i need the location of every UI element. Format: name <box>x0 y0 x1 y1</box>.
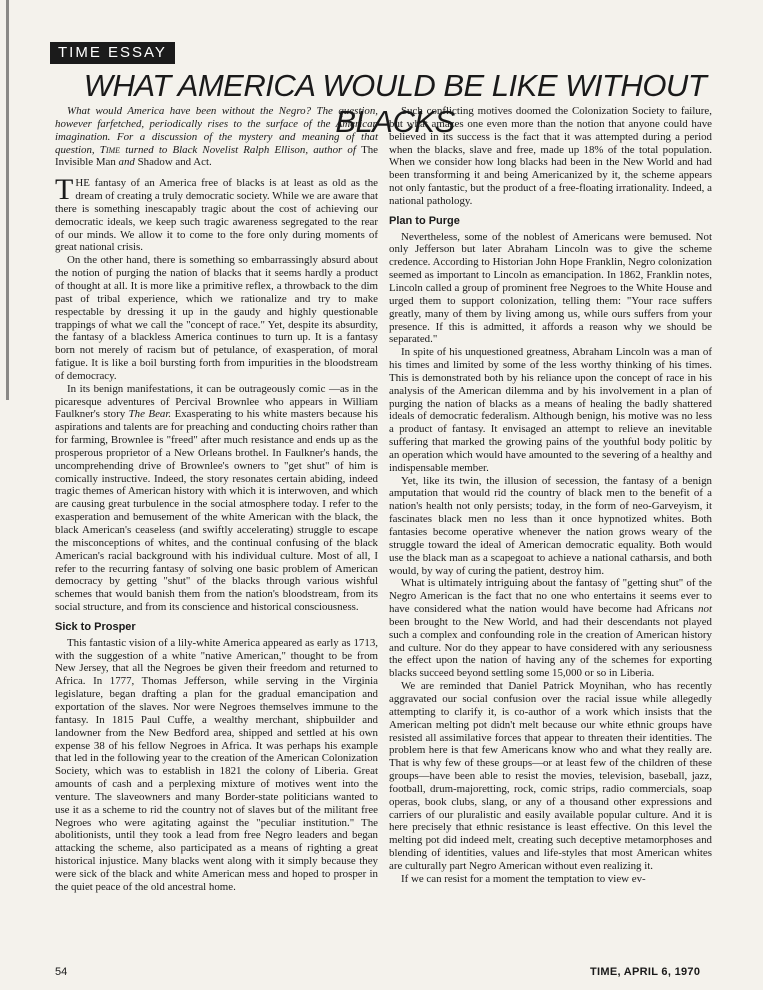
right-column <box>389 105 712 886</box>
page-number: 54 <box>55 966 68 978</box>
paragraph-10: We are reminded that Daniel Patrick Moynihan, who has recently aggravated our social confusion over the racial issue while allegedly attempting to clarify it, is co-author of a work which insists that the American melting pot didn't melt because our white ethnic groups have resisted all assimilative forces that appear to threaten their identities. The problem here is that few Americans know who and what they really are. That is why few of these groups—or at least few of the children of these groups—have been able to resist the movies, television, baseball, jazz, football, drum-majoretting, rock, comic strips, radio commercials, soap operas, book clubs, slang, or any of a thousand other expressions and carriers of our pluralistic and easily available popular culture. And it is here precisely that ethnic resistance is least effective. On this level the melting pot did indeed melt, creating such deceptive metamorphoses and blending of identities, values and life-styles that most American whites are culturally part Negro American without even realizing it. <box>389 680 712 872</box>
paragraph-4: This fantastic vision of a lily-white America appeared as early as 1713, with the suggestion of a white "native American," thought to be from New Jersey, that all the Negroes be given their freedom and returned to Africa. In 1777, Thomas Jefferson, while serving in the Virginia legislature, began drafting a plan for the gradual emancipation and exportation of the slaves. Nor were Negroes themselves immune to the fantasy. In 1815 Paul Cuffe, a wealthy merchant, shipbuilder and landowner from the New Bedford area, shipped and settled at his own expense 38 of his fellow Negroes in Africa. It was perhaps his example that led in the following year to the creation of the American Colonization Society, which was to establish in 1821 the colony of Liberia. Great amounts of cash and a perplexing mixture of motives went into the venture. The slaveowners and many Border-state politicians wanted to use it as a scheme to rid the country not of slaves but of the militant free Negroes who were agitating against the "peculiar institution." The abolitionists, until they took a lead from free Negro leaders and began attacking the scheme, also participated as a means of righting a great historical injustice. Many blacks went along with it simply because they were sick of the black and white American mess and hoped to prosper in the quiet peace of the old ancestral home. <box>55 636 378 893</box>
section-label: TIME ESSAY <box>50 42 175 64</box>
paragraph-8: Yet, like its twin, the illusion of secession, the fantasy of a benign amputation that would rid the country of black men to the benefit of a nation's health not only persists; today, in the form of neo-Garveyism, it fascinates black men no less than it once hypnotized whites. Both fantasies become operative whenever the nation grows weary of the struggle toward the ideal of American democratic equality. Both would use the black man as a scapegoat to achieve a national catharsis, and both would, by way of curing the patient, destroy him. <box>389 474 712 577</box>
drop-cap: T <box>55 173 74 207</box>
paragraph-2: On the other hand, there is something so embarrassingly absurd about the notion of purging the nation of blacks that it seems hardly a product of thought at all. It is more like a primitive reflex, a throwback to the dim past of tribal experience, which we rationalize and try to make respectable by dressing it up in the gaudy and highly questionable trappings of what we call the "concept of race." Yet, despite its absurdity, the fantasy of a blackless America continues to turn up. It is a fantasy born not merely of racism but of petulance, of exasperation, of moral fatigue. It is like a boil bursting forth from impurities in the bloodstream of democracy. <box>55 254 378 382</box>
subhead-plan-to-purge: Plan to Purge <box>389 214 460 227</box>
page-edge-mark <box>6 0 9 400</box>
headline: WHAT AMERICA WOULD BE LIKE WITHOUT BLACKS <box>83 68 707 139</box>
paragraph-7: In spite of his unquestioned greatness, Abraham Lincoln was a man of his times and limited by some of the less worthy thinking of his times. This is demonstrated both by his reliance upon the concept of race in his analysis of the American dilemma and by his involvement in a plan of purging the nation of blacks as a means of healing the badly shattered ideals of democratic federalism. Although benign, his motive was no less a product of fantasy. It envisaged an attempt to relieve an inevitable suffering that marked the growing pains of the youthful body politic by an operation which would have amounted to the severing of a healthy and indispensable member. <box>389 346 712 474</box>
paragraph-11: If we can resist for a moment the temptation to view ev- <box>401 872 646 885</box>
paragraph-6: Nevertheless, some of the noblest of Americans were bemused. Not only Jefferson but later Abraham Lincoln was to give the scheme credence. According to Historian John Hope Franklin, Negro colonization seemed as important to Lincoln as emancipation. In 1862, Franklin notes, Lincoln called a group of prominent free Negroes to the White House and urged them to support colonization, telling them: "Your race suffers greatly, many of them by living among us, while ours suffers from your presence. If this is admitted, it affords a reason why we should be separated." <box>389 230 712 346</box>
left-column <box>55 105 378 894</box>
paragraph-5: Such conflicting motives doomed the Colonization Society to failure, but what amazes one even more than the notion that anyone could have believed in its success is the fact that it was attempted during a period when the blacks, slave and free, made up 18% of the total population. When we consider how long blacks had been in the New World and had been transforming it and being Americanized by it, the scheme appears not only fantastic, but the product of a free-floating irrationality. Indeed, a national pathology. <box>389 105 712 207</box>
paragraph-3: In its benign manifestations, it can be outrageously comic —as in the picaresque adventures of Percival Brownlee who appears in William Faulkner's story The Bear. Exasperating to his white masters because his aspirations and talents are for preaching and conducting choirs rather than for farming, Brownlee is "freed" after much resistance and ends up as the prosperous proprietor of a New Orleans brothel. In Faulkner's hands, the uncomprehending drive of Brownlee's owners to "get shut" of him is comically instructive. Indeed, the story resonates certain abiding, indeed tragic themes of American history with which it is interwoven, and which are causing great turbulence in the social atmosphere today. I refer to the exasperation and bemusement of the white American with the black, the black American's ceaseless (and swiftly accelerating) struggle to escape the misconceptions of whites, and the continual confusing of the black American's racial background with his individual culture. Most of all, I refer to the recurring fantasy of solving one basic problem of American democracy by getting "shut" of the blacks through various wishful schemes that would banish them from the nation's bloodstream, from its social structure, and from its conscience and historical consciousness. <box>55 382 378 614</box>
issue-line: TIME, APRIL 6, 1970 <box>590 966 701 978</box>
paragraph-1: THE fantasy of an America free of blacks is at least as old as the dream of creating a truly democratic society. While we are aware that there is something inescapably tragic about the cost of achieving our democratic ideals, we keep such tragic awareness segregated to the rear of our minds. We allow it to come to the fore only during moments of great national crisis. <box>55 173 378 254</box>
intro-paragraph: What would America have been without the Negro? The question, however farfetched, periodically rises to the surface of the American imagination. For a discussion of the mystery and meaning of that question, Time turned to Black Novelist Ralph Ellison, author of The Invisible Man and Shadow and Act. <box>55 105 378 169</box>
subhead-sick-to-prosper: Sick to Prosper <box>55 620 136 633</box>
paragraph-9: What is ultimately intriguing about the fantasy of "getting shut" of the Negro American is the fact that no one who entertains it seems ever to have considered what the nation would have become had Africans not been brought to the New World, and had their descendants not played such a complex and confounding role in the creation of American history and culture. Nor do they appear to have considered with any seriousness the effect upon the nation of having any of the schemes for exporting blacks succeed beyond settling some 15,000 or so in Liberia. <box>389 577 712 680</box>
